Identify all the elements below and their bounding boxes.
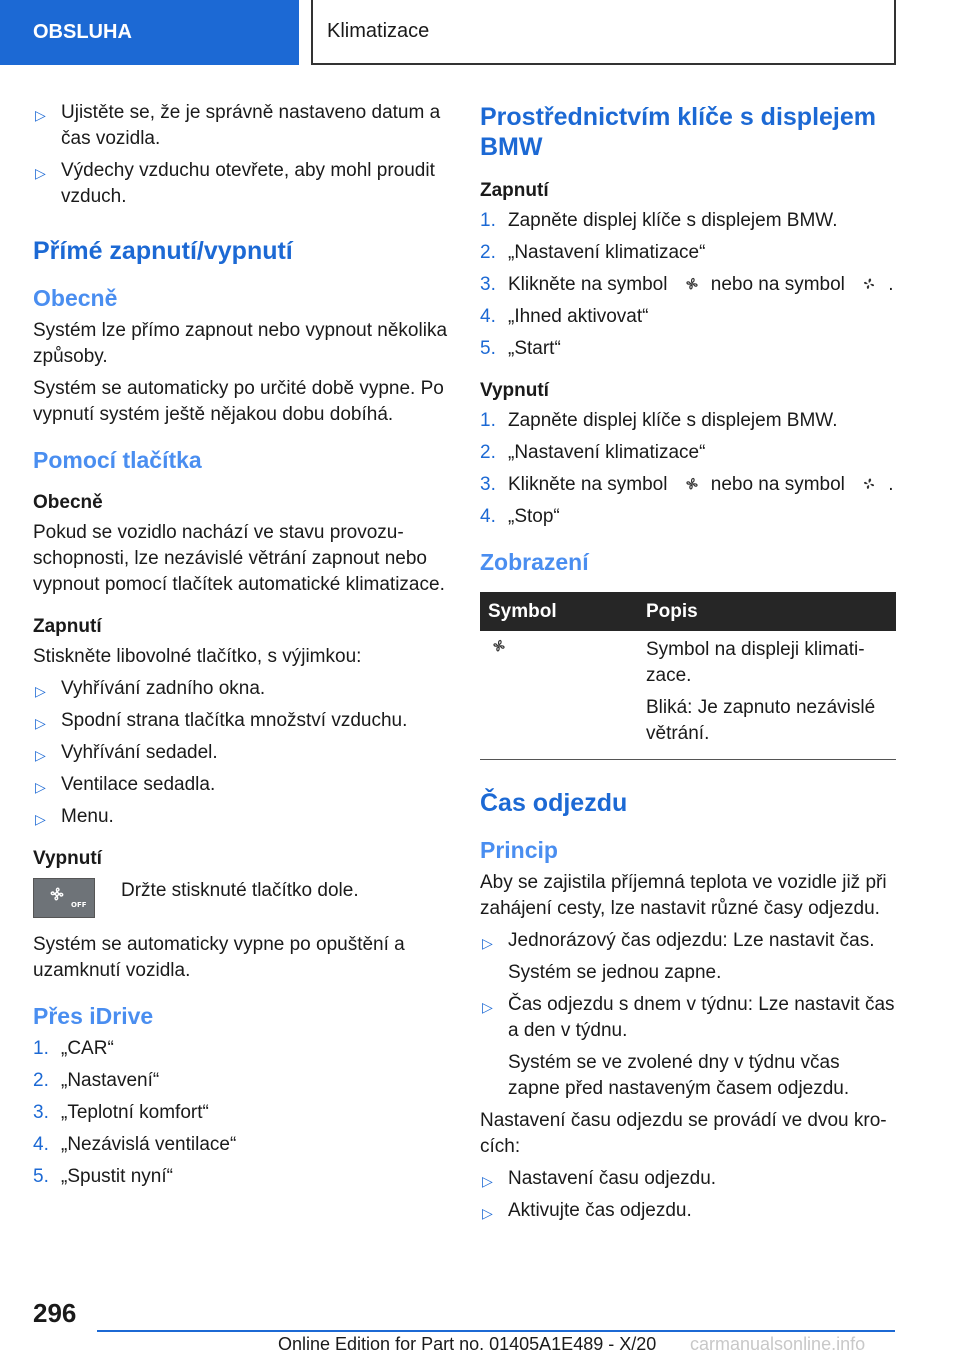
heading-direct-on-off: Přímé zapnutí/vypnutí [33,237,293,265]
heading-idrive: Přes iDrive [33,1003,154,1029]
triangle-bullet-icon: ▷ [35,165,46,181]
triangle-bullet-icon: ▷ [482,935,493,951]
list-item: ▷ Vyhřívání zadního okna. [33,676,449,702]
list-item: 2. „Nastavení klimatizace“ [480,242,706,263]
table-cell-description: Symbol na displeji klimati-zace. Bliká: Je zapnuto nezávislé větrání. [638,631,896,760]
list-item: ▷ Aktivujte čas odjezdu. [480,1198,896,1224]
triangle-bullet-icon: ▷ [482,999,493,1015]
svg-text:OFF: OFF [71,901,87,909]
paragraph: Nastavení času odjezdu se provádí ve dvou kro-cích: [480,1110,887,1157]
list-item: ▷ Ventilace sedadla. [33,772,449,798]
heading-key-display: Prostřednictvím klíče s displejem BMW [480,103,876,161]
off-button-row [33,878,449,918]
list-item: ▷ Čas odjezdu s dnem v týdnu: Lze nastavit čas a den v týdnu. [482,994,895,1041]
list-item: 2. „Nastavení klimatizace“ [480,442,706,463]
list-item: 3. Klikněte na symbol nebo na symbol . [480,274,894,295]
heading-display: Zobrazení [480,549,589,575]
triangle-bullet-icon: ▷ [35,107,46,123]
footer-divider [97,1330,895,1332]
list-item: 5. „Start“ [480,338,561,359]
subheading-off: Vypnutí [33,848,102,869]
subheading-on: Zapnutí [33,616,102,637]
list-item: ▷ Vyhřívání sedadel. [33,740,449,766]
subheading-general: Obecně [33,492,103,513]
paragraph: Systém se automaticky vypne po opuštění a uzamknutí vozidla. [33,934,405,981]
watermark: carmanualsonline.info [690,1334,866,1354]
page-number: 296 [33,1298,77,1328]
list-item: ▷ Výdechy vzduchu otevřete, aby mohl proudit vzduch. [35,160,435,207]
list-item: 2. „Nastavení“ [33,1070,160,1091]
list-item: 1. „CAR“ [33,1038,114,1059]
left-column [33,100,449,1196]
paragraph: Stiskněte libovolné tlačítko, s výjimkou: [33,646,362,667]
heading-departure-time: Čas odjezdu [480,789,628,817]
key-off-steps [480,408,896,530]
fan-outline-icon [488,637,510,655]
list-item: 4. „Stop“ [480,506,560,527]
departure-types-list [480,928,896,954]
fan-outline-icon [681,475,703,493]
symbol-table [480,592,896,760]
list-item: ▷ Jednorázový čas odjezdu: Lze nastavit čas. [480,928,896,954]
header-chapter-title: Klimatizace [311,0,896,65]
paragraph: Aby se zajistila příjemná teplota ve vozidle již při zahájení cesty, lze nastavit různé časy odjezdu. [480,872,887,919]
paragraph: Systém se automaticky po určité době vypne. Po vypnutí systém ještě nějakou dobu dobíhá. [33,378,444,425]
paragraph: Systém lze přímo zapnout nebo vypnout několika způsoby. [33,320,448,367]
triangle-bullet-icon: ▷ [35,779,46,795]
idrive-steps [33,1036,449,1190]
paragraph: Systém se ve zvolené dny v týdnu včas zapne před nastaveným časem odjezdu. [508,1052,850,1099]
off-instruction: Držte stisknuté tlačítko dole. [121,880,359,901]
list-item: 3. Klikněte na symbol nebo na symbol . [480,474,894,495]
on-exceptions-list [33,676,449,830]
list-item: 3. „Teplotní komfort“ [33,1102,209,1123]
triangle-bullet-icon: ▷ [482,1205,493,1221]
fan-filled-icon [858,275,880,293]
triangle-bullet-icon: ▷ [35,811,46,827]
triangle-bullet-icon: ▷ [482,1173,493,1189]
list-item: 1. Zapněte displej klíče s displejem BMW. [480,210,838,231]
subheading-on: Zapnutí [480,180,549,201]
list-item: ▷ Menu. [33,804,449,830]
departure-types-list [480,992,896,1044]
triangle-bullet-icon: ▷ [35,747,46,763]
table-header-symbol: Symbol [480,592,638,631]
subheading-off: Vypnutí [480,380,549,401]
paragraph: Pokud se vozidlo nachází ve stavu provozu-schopnosti, lze nezávislé větrání zapnout nebo vypnout pomocí tlačítek automatické klimatizace. [33,522,445,595]
list-item: 4. „Nezávislá ventilace“ [33,1134,237,1155]
heading-principle: Princip [480,837,558,863]
fan-outline-icon [681,275,703,293]
triangle-bullet-icon: ▷ [35,715,46,731]
list-item: ▷ Ujistěte se, že je správně nastaveno datum a čas vozidla. [35,102,441,149]
table-cell-symbol [480,631,638,760]
footer-edition: Online Edition for Part no. 01405A1E489 - X/20 [278,1334,657,1354]
table-row [480,631,896,760]
heading-button: Pomocí tlačítka [33,447,202,473]
key-on-steps [480,208,896,362]
departure-steps-list [480,1166,896,1224]
fan-off-icon [44,885,87,911]
heading-general: Obecně [33,285,118,311]
fan-off-button-image [33,878,95,918]
header-section-tab: OBSLUHA [0,0,299,65]
list-item: ▷ Spodní strana tlačítka množství vzduchu. [33,708,449,734]
triangle-bullet-icon: ▷ [35,683,46,699]
list-item: ▷ Nastavení času odjezdu. [480,1166,896,1192]
paragraph: Systém se jednou zapne. [508,962,722,983]
list-item: 5. „Spustit nyní“ [33,1166,173,1187]
table-header-description: Popis [638,592,896,631]
fan-filled-icon [858,475,880,493]
list-item: 1. Zapněte displej klíče s displejem BMW. [480,410,838,431]
list-item: 4. „Ihned aktivovat“ [480,306,649,327]
right-column [480,100,896,1230]
intro-bullet-list [33,100,449,210]
